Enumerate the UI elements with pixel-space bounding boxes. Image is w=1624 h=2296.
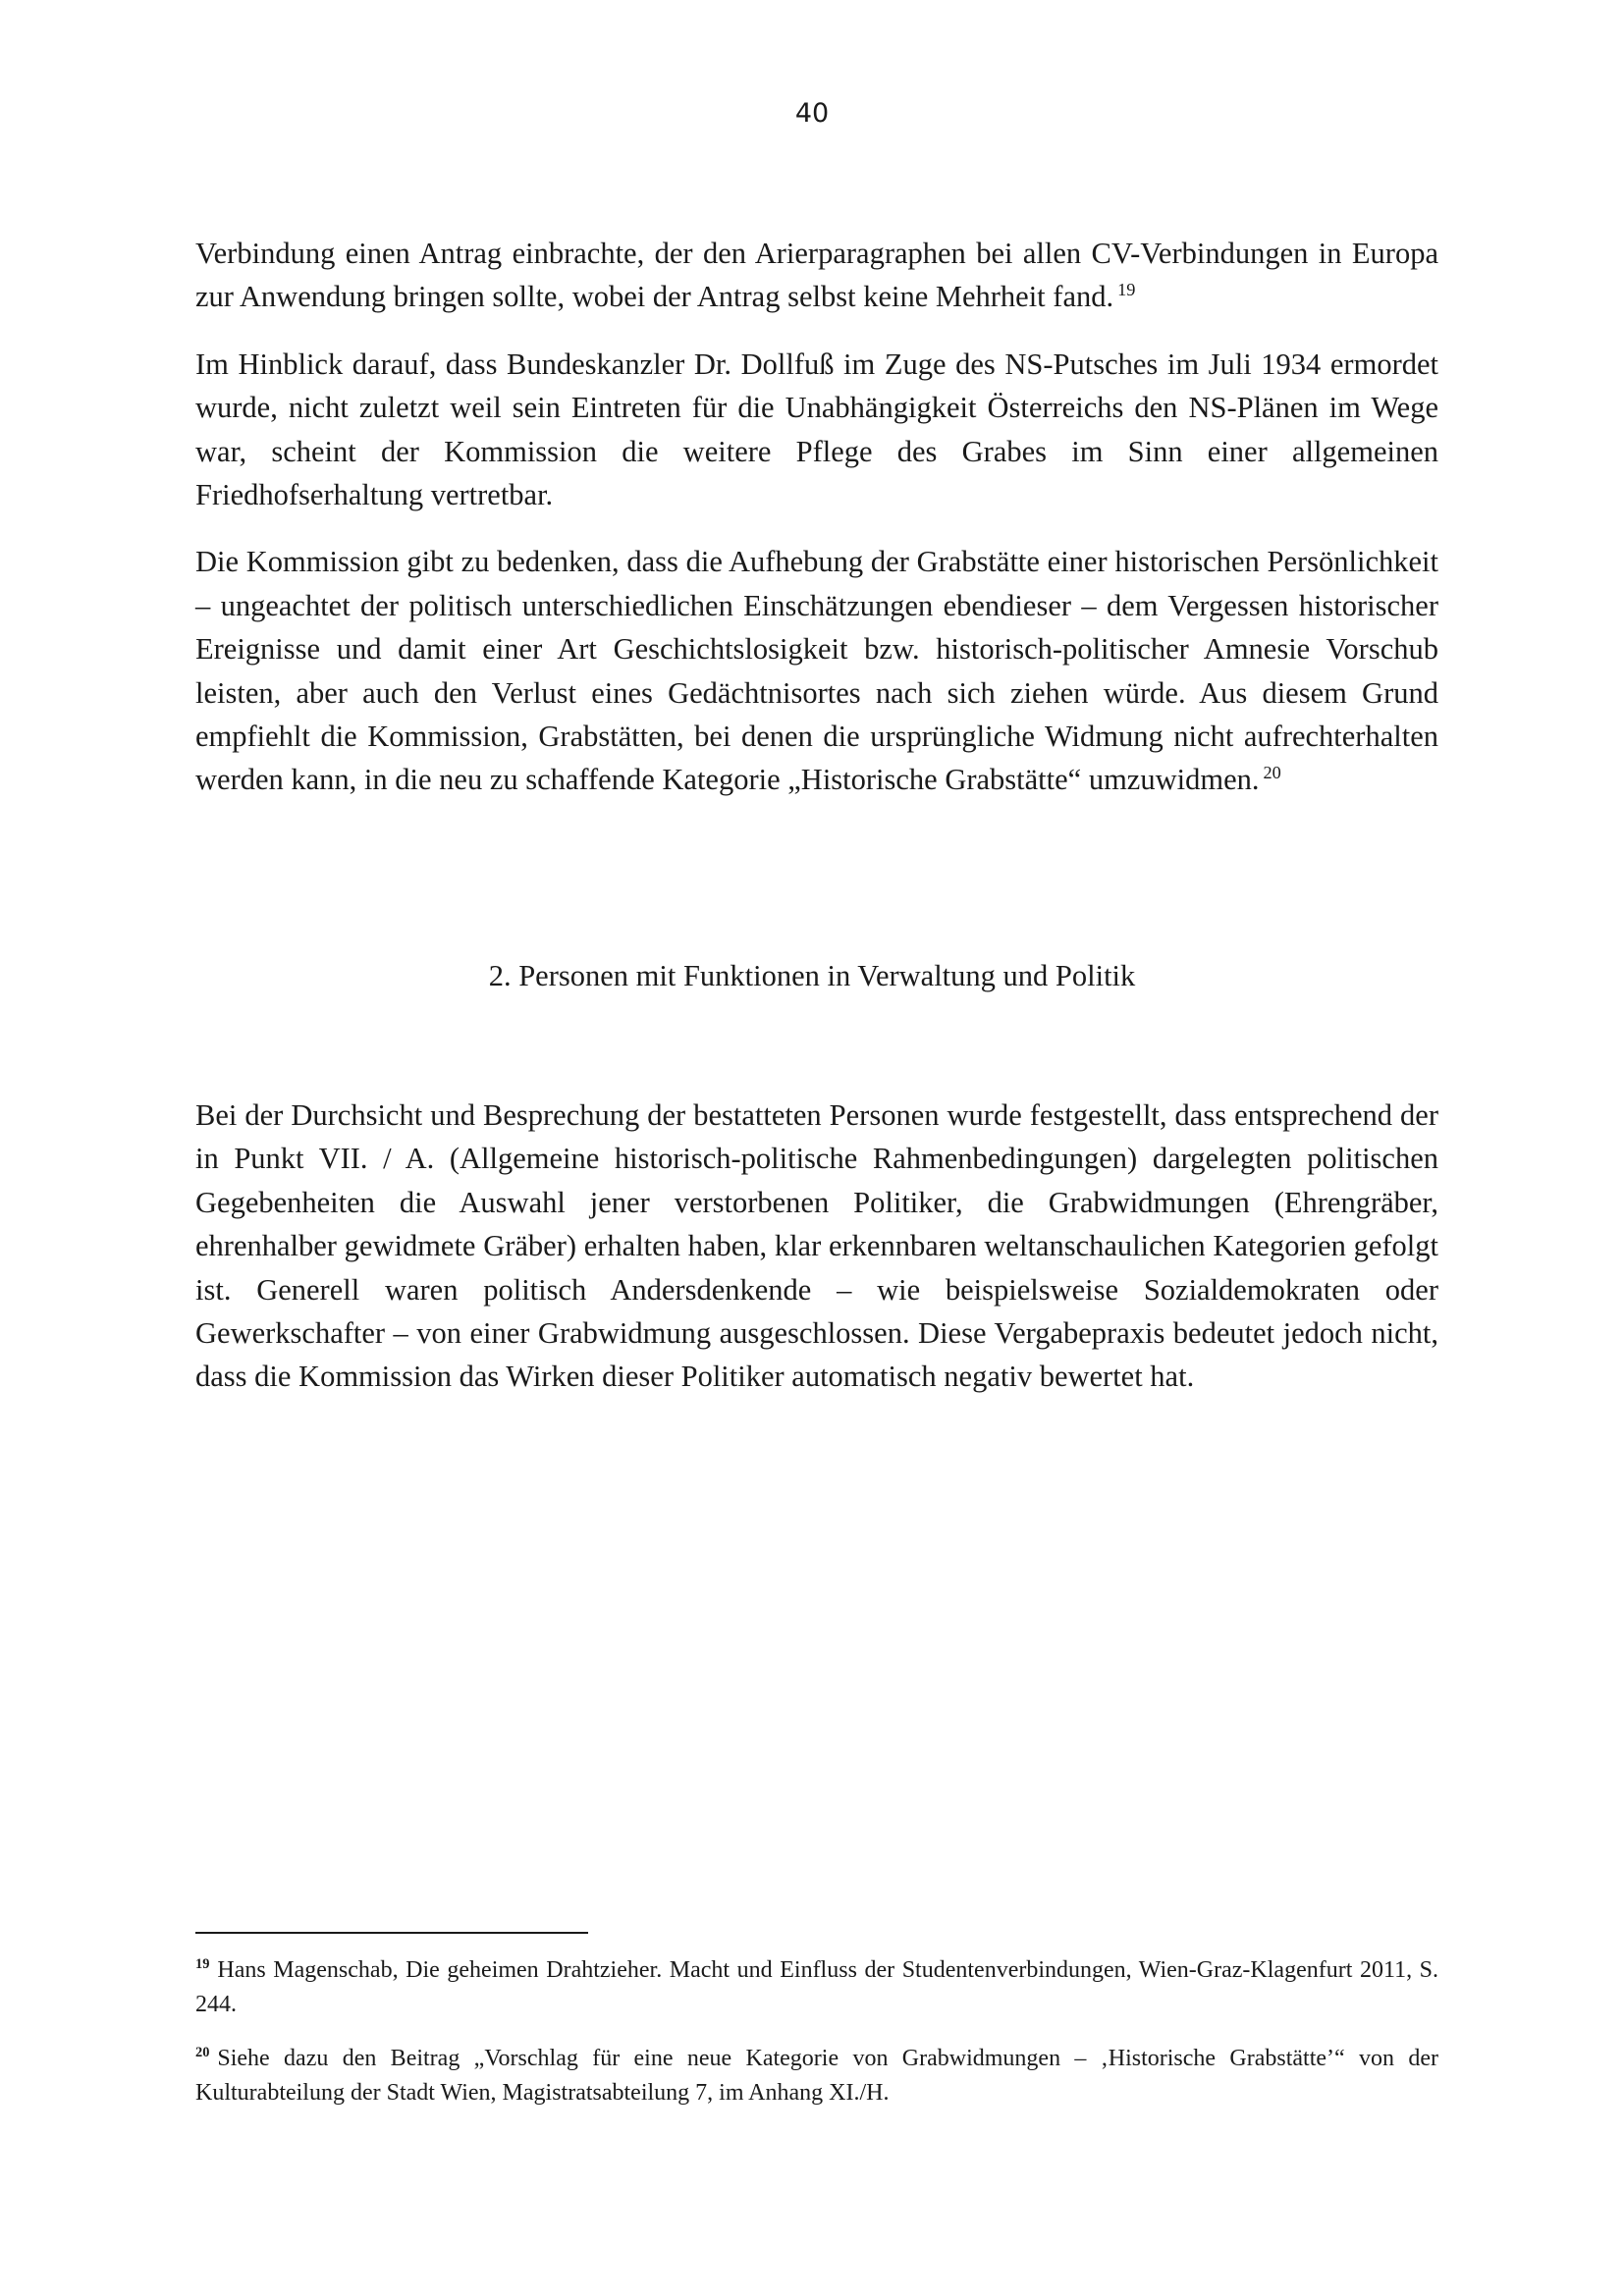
- footnote-ref-20: 20: [1263, 763, 1281, 783]
- footnotes: [195, 1953, 1438, 2130]
- footnote-divider: [195, 1932, 588, 1934]
- paragraph-dollfuss: [195, 343, 1438, 517]
- footnote-text: Siehe dazu den Beitrag „Vorschlag für eine neue Kategorie von Grabwidmungen – ‚Historische Grabstätte’“ von der Kulturabteilung der Stadt Wien, Magistratsabteilung 7, im Anhang XI./H.: [195, 2046, 1438, 2106]
- paragraph-commission: [195, 540, 1438, 801]
- footnote-ref-19: 19: [1117, 280, 1136, 300]
- page-number: 40: [794, 98, 830, 129]
- footnote-19: [195, 1953, 1438, 2022]
- section-body: [195, 1094, 1438, 1422]
- body-text: [195, 232, 1438, 826]
- footnote-number: 20: [195, 2045, 210, 2060]
- footnote-text: Hans Magenschab, Die geheimen Drahtzieher. Macht und Einfluss der Studentenverbindungen, Wien-Graz-Klagenfurt 2011, S. 244.: [195, 1957, 1438, 2017]
- footnote-number: 19: [195, 1956, 210, 1972]
- section-heading: 2. Personen mit Funktionen in Verwaltung und Politik: [488, 959, 1136, 992]
- paragraph-text: Verbindung einen Antrag einbrachte, der den Arierparagraphen bei allen CV-Verbindungen in Europa zur Anwendung bringen sollte, wobei der Antrag selbst keine Mehrheit fand.: [195, 237, 1438, 314]
- paragraph-text: Im Hinblick darauf, dass Bundeskanzler Dr. Dollfuß im Zuge des NS-Putsches im Juli 1934 ermordet wurde, nicht zuletzt weil sein Eintreten für die Unabhängigkeit Österreichs den NS-Plänen im Wege war, scheint der Kommission die weitere Pflege des Grabes im Sinn einer allgemeinen Friedhofserhaltung vertretbar.: [195, 347, 1438, 512]
- footnote-20: [195, 2042, 1438, 2110]
- paragraph-text: Die Kommission gibt zu bedenken, dass die Aufhebung der Grabstätte einer historischen Persönlichkeit – ungeachtet der politisch unterschiedlichen Einschätzungen ebendieser – dem Vergessen historischer Ereignisse und damit einer Art Geschichtslosigkeit bzw. historisch-politischer Amnesie Vorschub leisten, aber auch den Verlust eines Gedächtnisortes nach sich ziehen würde. Aus diesem Grund empfiehlt die Kommission, Grabstätten, bei denen die ursprüngliche Widmung nicht aufrechterhalten werden kann, in die neu zu schaffende Kategorie „Historische Grabstätte“ umzuwidmen.: [195, 545, 1438, 797]
- paragraph-continuation: [195, 232, 1438, 319]
- paragraph-politicians: Bei der Durchsicht und Besprechung der bestatteten Personen wurde festgestellt, dass entsprechend der in Punkt VII. / A. (Allgemeine historisch-politische Rahmenbedingungen) dargelegten politischen Gegebenheiten die Auswahl jener verstorbenen Politiker, die Grabwidmungen (Ehrengräber, ehrenhalber gewidmete Gräber) erhalten haben, klar erkennbaren weltanschaulichen Kategorien gefolgt ist. Generell waren politisch Andersdenkende – wie beispielsweise Sozialdemokraten oder Gewerkschafter – von einer Grabwidmung ausgeschlossen. Diese Vergabepraxis bedeutet jedoch nicht, dass die Kommission das Wirken dieser Politiker automatisch negativ bewertet hat.: [195, 1098, 1438, 1394]
